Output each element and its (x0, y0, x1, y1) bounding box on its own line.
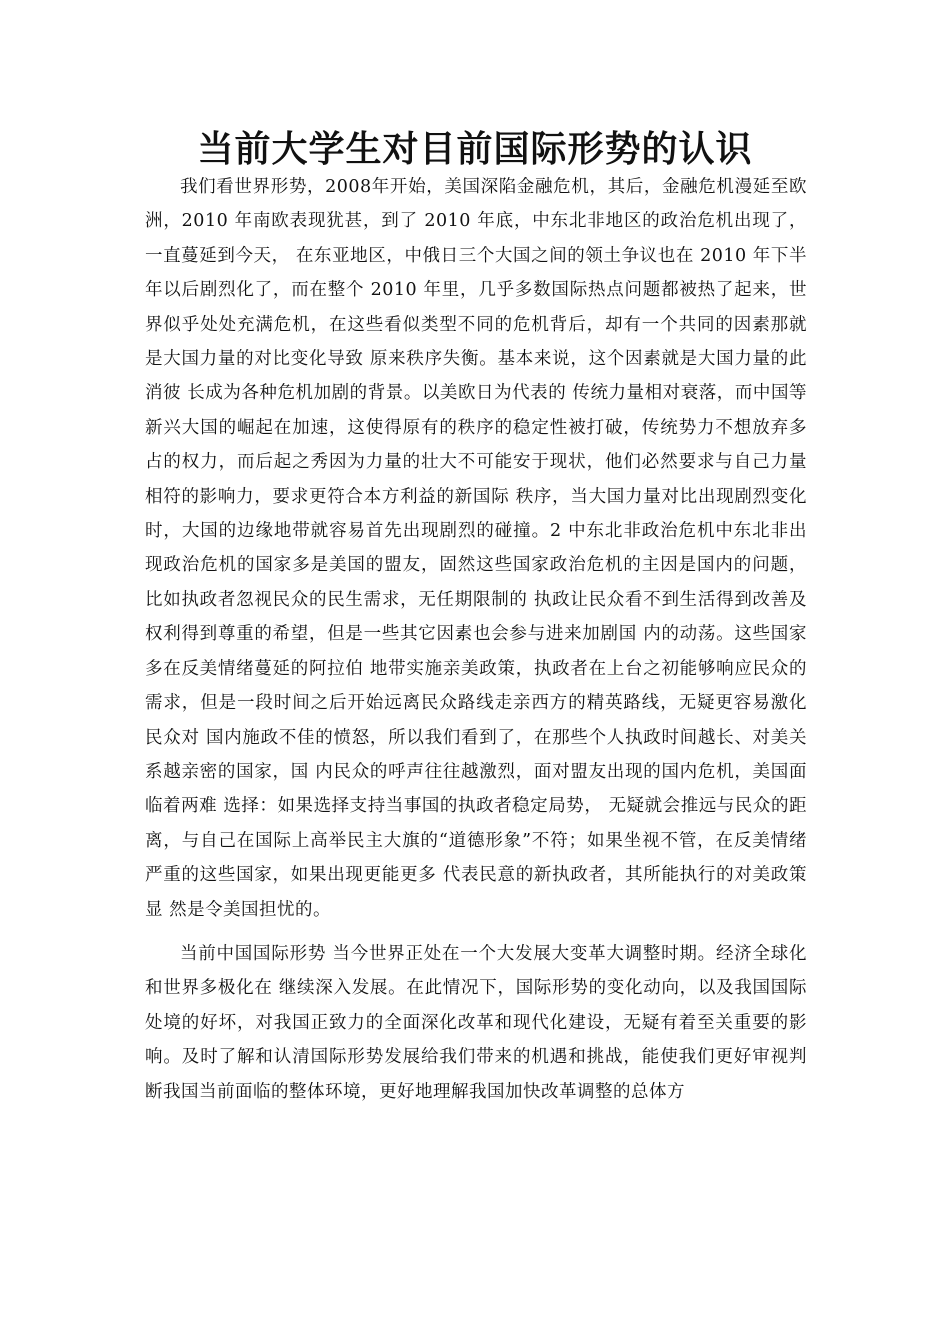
document-body (145, 170, 807, 1109)
paragraph-world-situation: 我们看世界形势，2008年开始，美国深陷金融危机，其后，金融危机漫延至欧洲，2010 年南欧表现犹甚，到了 2010 年底，中东北非地区的政治危机出现了，一直蔓延到今天， 在东亚地区，中俄日三个大国之间的领土争议也在 2010 年下半年以后剧烈化了，而在整个 2010 年里，几乎多数国际热点问题都被热了起来，世界似乎处处充满危机，在这些看似类型不同的危机背后，却有一个共同的因素那就是大国力量的对比变化导致 原来秩序失衡。基本来说，这个因素就是大国力量的此消彼 长成为各种危机加剧的背景。以美欧日为代表的 传统力量相对衰落，而中国等新兴大国的崛起在加速，这使得原有的秩序的稳定性被打破，传统势力不想放弃多占的权力，而后起之秀因为力量的壮大不可能安于现状，他们必然要求与自己力量相符的影响力，要求更符合本方利益的新国际 秩序，当大国力量对比出现剧烈变化时，大国的边缘地带就容易首先出现剧烈的碰撞。2 中东北非政治危机中东北非出现政治危机的国家多是美国的盟友，固然这些国家政治危机的主因是国内的问题，比如执政者忽视民众的民生需求，无任期限制的 执政让民众看不到生活得到改善及权利得到尊重的希望，但是一些其它因素也会参与进来加剧国 内的动荡。这些国家多在反美情绪蔓延的阿拉伯 地带实施亲美政策，执政者在上台之初能够响应民众的需求，但是一段时间之后开始远离民众路线走亲西方的精英路线，无疑更容易激化民众对 国内施政不佳的愤怒，所以我们看到了，在那些个人执政时间越长、对美关系越亲密的国家，国 内民众的呼声往往越激烈，面对盟友出现的国内危机，美国面临着两难 选择：如果选择支持当事国的执政者稳定局势， 无疑就会推远与民众的距离，与自己在国际上高举民主大旗的“道德形象”不符；如果坐视不管，在反美情绪严重的这些国家，如果出现更能更多 代表民意的新执政者，其所能执行的对美政策显 然是令美国担忧的。 (145, 177, 807, 920)
document-title: 当前大学生对目前国际形势的认识 (197, 129, 753, 170)
paragraph-china-situation: 当前中国国际形势 当今世界正处在一个大发展大变革大调整时期。经济全球化和世界多极化在 继续深入发展。在此情况下，国际形势的变化动向，以及我国国际处境的好坏，对我国正致力的全面深化改革和现代化建设，无疑有着至关重要的影响。及时了解和认清国际形势发展给我们带来的机遇和挑战，能使我们更好审视判断我国当前面临的整体环境，更好地理解我国加快改革调整的总体方 (145, 943, 807, 1102)
